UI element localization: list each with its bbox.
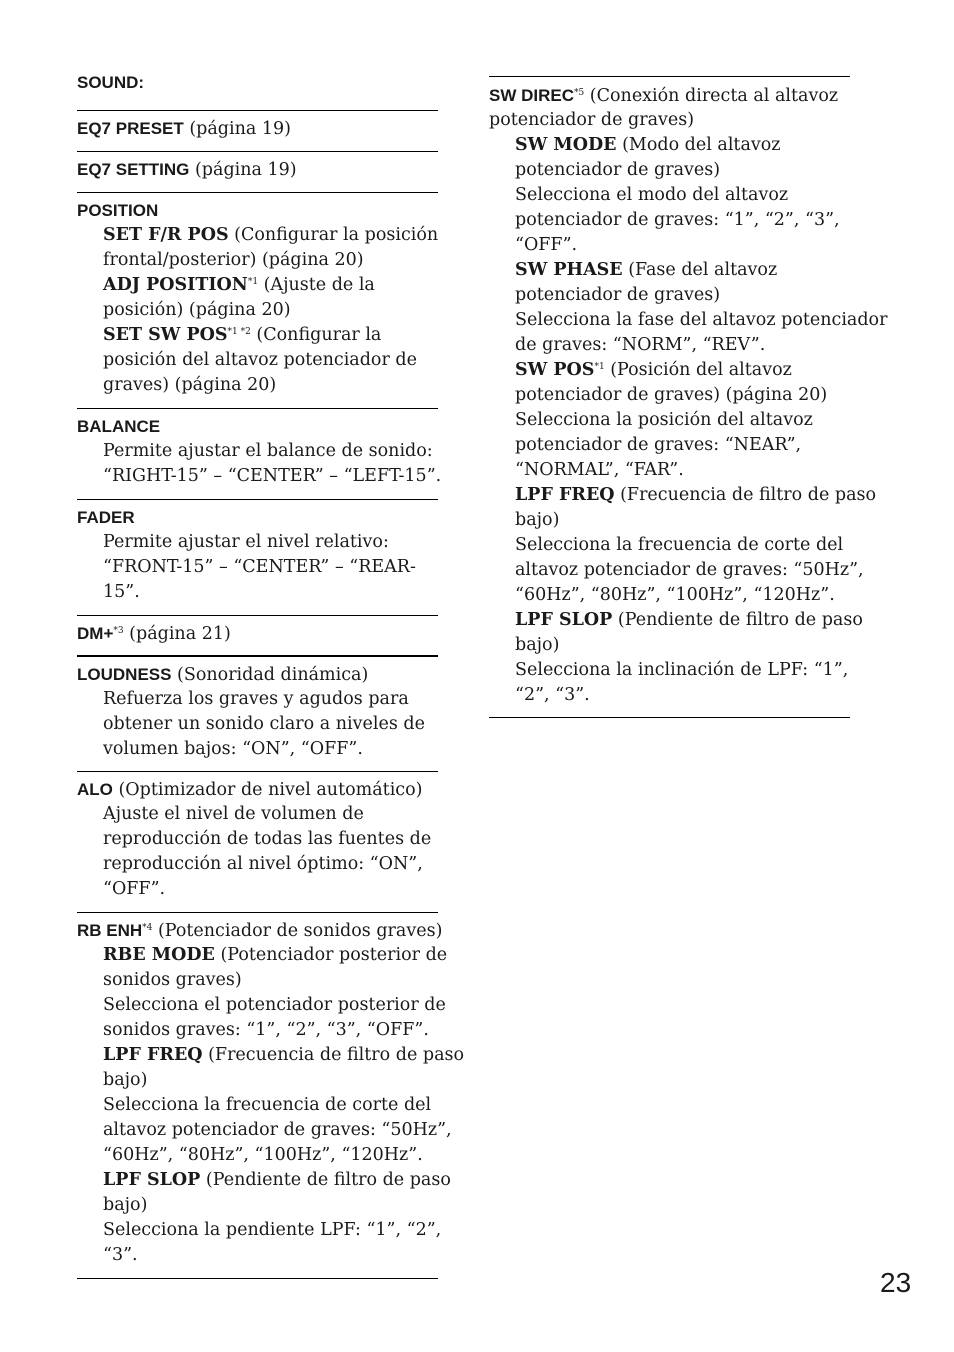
lpf-slop-term: LPF SLOP [103, 1170, 201, 1190]
sw-direc-section [489, 76, 888, 718]
sw-mode-term: SW MODE [515, 135, 617, 155]
sw-lpf-slop-desc-cont: bajo) [515, 635, 560, 655]
sw-pos-term: SW POS [515, 360, 595, 380]
sw-direc-desc: (Conexión directa al altavoz [584, 86, 839, 106]
lpf-freq-desc: (Frecuencia de filtro de paso [202, 1045, 465, 1065]
adj-position-footnote: *1 [247, 277, 259, 287]
rb-enh-term: RB ENH [77, 921, 143, 940]
sw-pos-line3: “NORMAL”, “FAR”. [515, 460, 684, 480]
position-term: POSITION [77, 201, 159, 220]
adj-position-desc: (Ajuste de la [258, 275, 375, 295]
fader-section [77, 499, 438, 605]
set-sw-pos-desc-cont: posición del altavoz potenciador de [103, 350, 417, 370]
sw-mode-desc: (Modo del altavoz [616, 135, 781, 155]
sw-direc-desc-cont: potenciador de graves) [489, 110, 695, 130]
dm-footnote: *3 [113, 626, 124, 636]
set-fr-pos-desc: (Configurar la posición [228, 225, 439, 245]
sw-pos-footnote: *1 [594, 362, 605, 372]
sw-lpf-freq-line1: Selecciona la frecuencia de corte del [515, 535, 844, 555]
rbe-mode-line2: sonidos graves: “1”, “2”, “3”, “OFF”. [103, 1020, 429, 1040]
loudness-line3: volumen bajos: “ON”, “OFF”. [103, 739, 363, 759]
set-sw-pos-term: SET SW POS [103, 325, 228, 345]
sw-lpf-freq-desc-cont: bajo) [515, 510, 560, 530]
sw-phase-line1: Selecciona la fase del altavoz potenciador [515, 310, 888, 330]
sw-lpf-freq-desc: (Frecuencia de filtro de paso [614, 485, 877, 505]
sw-lpf-slop-line1: Selecciona la inclinación de LPF: “1”, [515, 660, 849, 680]
sw-lpf-slop-line2: “2”, “3”. [515, 685, 590, 705]
sw-lpf-freq-term: LPF FREQ [515, 485, 615, 505]
lpf-freq-line2: altavoz potenciador de graves: “50Hz”, [103, 1120, 452, 1140]
loudness-line1: Refuerza los graves y agudos para [103, 689, 409, 709]
loudness-section [77, 655, 438, 762]
set-sw-pos-footnote: *1 *2 [227, 327, 251, 337]
lpf-freq-desc-cont: bajo) [103, 1070, 148, 1090]
eq7-setting-desc: (página 19) [189, 160, 297, 180]
sound-heading: SOUND: [77, 73, 145, 92]
balance-desc: Permite ajustar el balance de sonido: [103, 441, 433, 461]
sw-mode-line1: Selecciona el modo del altavoz [515, 185, 789, 205]
rb-enh-desc: (Potenciador de sonidos graves) [152, 921, 443, 941]
alo-section [77, 771, 438, 902]
eq7-setting-term: EQ7 SETTING [77, 160, 190, 179]
rb-enh-section [77, 912, 465, 1279]
loudness-line2: obtener un sonido claro a niveles de [103, 714, 425, 734]
sw-lpf-slop-term: LPF SLOP [515, 610, 613, 630]
dm-section [77, 615, 438, 646]
sw-phase-term: SW PHASE [515, 260, 623, 280]
alo-desc: (Optimizador de nivel automático) [112, 780, 423, 800]
lpf-slop-line1: Selecciona la pendiente LPF: “1”, “2”, [103, 1220, 442, 1240]
balance-section [77, 408, 442, 489]
eq7-preset-section [77, 110, 438, 141]
sw-mode-line3: “OFF”. [515, 235, 578, 255]
sound-heading-section [77, 70, 438, 95]
sw-direc-footnote: *5 [574, 88, 585, 98]
alo-line1: Ajuste el nivel de volumen de [103, 804, 364, 824]
sw-mode-desc-cont: potenciador de graves) [515, 160, 721, 180]
sw-lpf-freq-line2: altavoz potenciador de graves: “50Hz”, [515, 560, 864, 580]
sw-pos-line2: potenciador de graves: “NEAR”, [515, 435, 802, 455]
set-sw-pos-desc: (Configurar la [250, 325, 382, 345]
lpf-freq-term: LPF FREQ [103, 1045, 203, 1065]
loudness-term: LOUDNESS [77, 665, 172, 684]
lpf-slop-line2: “3”. [103, 1245, 138, 1265]
rbe-mode-term: RBE MODE [103, 945, 215, 965]
set-fr-pos-desc-cont: frontal/posterior) (página 20) [103, 250, 364, 270]
loudness-desc: (Sonoridad dinámica) [171, 665, 369, 685]
rbe-mode-line1: Selecciona el potenciador posterior de [103, 995, 446, 1015]
alo-line2: reproducción de todas las fuentes de [103, 829, 432, 849]
fader-term: FADER [77, 508, 135, 527]
sw-phase-desc: (Fase del altavoz [622, 260, 778, 280]
lpf-freq-line1: Selecciona la frecuencia de corte del [103, 1095, 432, 1115]
rb-enh-footnote: *4 [142, 923, 153, 933]
sw-pos-desc: (Posición del altavoz [604, 360, 792, 380]
balance-term: BALANCE [77, 417, 161, 436]
fader-values-cont: 15”. [103, 582, 140, 602]
sw-pos-line1: Selecciona la posición del altavoz [515, 410, 813, 430]
rbe-mode-desc: (Potenciador posterior de [214, 945, 448, 965]
adj-position-term: ADJ POSITION [103, 275, 248, 295]
adj-position-desc-cont: posición) (página 20) [103, 300, 291, 320]
dm-desc: (página 21) [123, 624, 231, 644]
dm-term: DM+ [77, 624, 114, 643]
alo-term: ALO [77, 780, 113, 799]
lpf-slop-desc-cont: bajo) [103, 1195, 148, 1215]
eq7-preset-desc: (página 19) [183, 119, 291, 139]
sw-lpf-slop-desc: (Pendiente de filtro de paso [612, 610, 863, 630]
alo-line4: “OFF”. [103, 879, 166, 899]
eq7-setting-section [77, 151, 438, 182]
set-fr-pos-term: SET F/R POS [103, 225, 229, 245]
eq7-preset-term: EQ7 PRESET [77, 119, 184, 138]
lpf-slop-desc: (Pendiente de filtro de paso [200, 1170, 451, 1190]
alo-line3: reproducción al nivel óptimo: “ON”, [103, 854, 423, 874]
lpf-freq-line3: “60Hz”, “80Hz”, “100Hz”, “120Hz”. [103, 1145, 423, 1165]
balance-values: “RIGHT-15” – “CENTER” – “LEFT-15”. [103, 466, 442, 486]
page-number: 23 [880, 1267, 912, 1298]
sw-lpf-freq-line3: “60Hz”, “80Hz”, “100Hz”, “120Hz”. [515, 585, 835, 605]
sw-direc-term: SW DIREC [489, 86, 574, 105]
fader-values: “FRONT-15” – “CENTER” – “REAR- [103, 557, 416, 577]
sw-mode-line2: potenciador de graves: “1”, “2”, “3”, [515, 210, 840, 230]
sw-pos-desc-cont: potenciador de graves) (página 20) [515, 385, 828, 405]
sw-phase-desc-cont: potenciador de graves) [515, 285, 721, 305]
position-section [77, 192, 438, 398]
rbe-mode-desc-cont: sonidos graves) [103, 970, 242, 990]
fader-desc: Permite ajustar el nivel relativo: [103, 532, 389, 552]
set-sw-pos-desc-cont2: graves) (página 20) [103, 375, 277, 395]
sw-phase-line2: de graves: “NORM”, “REV”. [515, 335, 766, 355]
